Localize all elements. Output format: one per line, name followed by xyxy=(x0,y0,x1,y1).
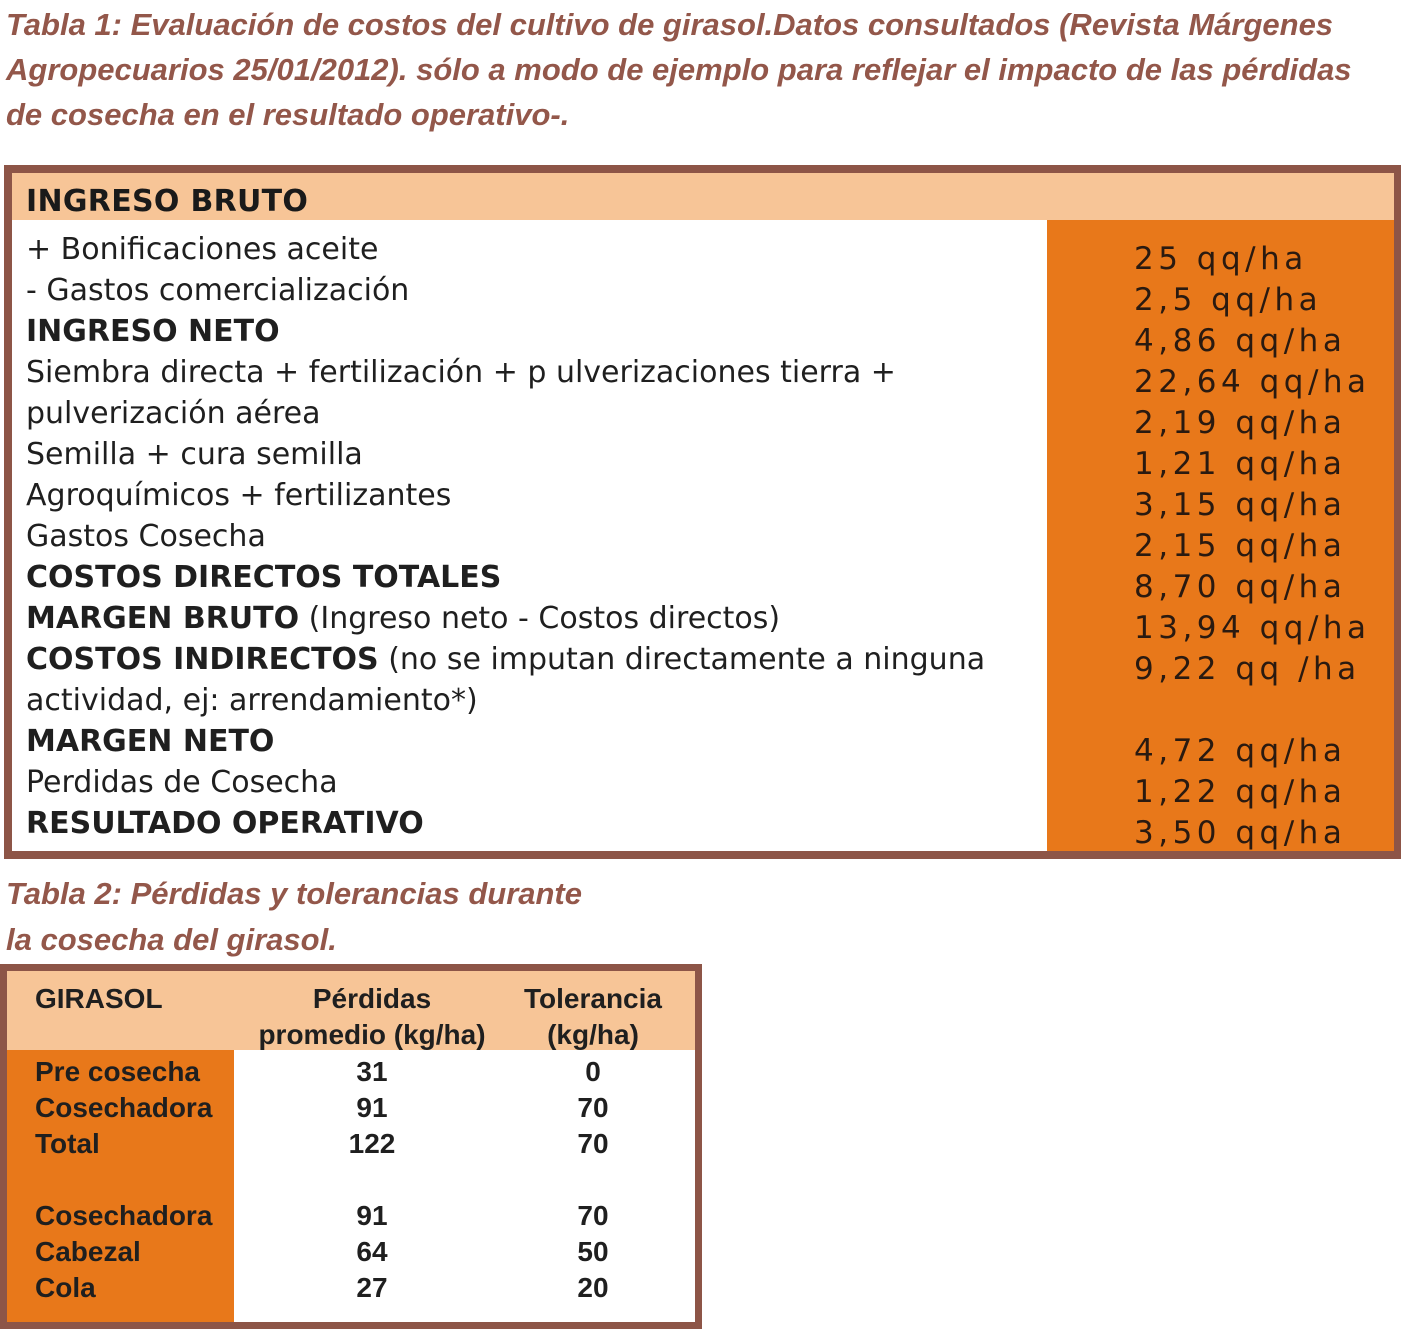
row-costos-indirectos-line2: actividad, ej: arrendamiento*) xyxy=(26,683,478,718)
row-costos-indirectos: COSTOS INDIRECTOS (no se imputan directamente a ninguna xyxy=(26,642,986,677)
row-perdidas: 91 xyxy=(356,1200,388,1231)
row-agroquimicos: Agroquímicos + fertilizantes xyxy=(26,478,452,513)
header-perdidas: Pérdidas promedio (kg/ha) xyxy=(258,983,486,1050)
row-name: Pre cosecha xyxy=(35,1056,200,1087)
table-row xyxy=(7,1090,695,1126)
row-semilla: Semilla + cura semilla xyxy=(26,437,363,472)
row-tolerancia: 20 xyxy=(577,1272,609,1303)
row-margen-neto: MARGEN NETO xyxy=(26,724,275,759)
value-cell: 9,22 qq /ha xyxy=(1134,651,1361,687)
value-cell: 1,22 qq/ha xyxy=(1134,774,1347,810)
row-perdidas: 31 xyxy=(356,1056,388,1087)
table1-labels xyxy=(26,229,1026,844)
table-row xyxy=(7,1234,695,1270)
header-tolerancia: Tolerancia (kg/ha) xyxy=(524,983,662,1050)
cost-evaluation-table xyxy=(4,165,1401,859)
row-resultado: RESULTADO OPERATIVO xyxy=(26,806,424,841)
table-row xyxy=(7,1126,695,1162)
value-cell: 8,70 qq/ha xyxy=(1134,569,1347,605)
row-gastos-cosecha: Gastos Cosecha xyxy=(26,519,266,554)
row-siembra-line1: Siembra directa + fertilización + p ulverizaciones tierra + xyxy=(26,355,896,390)
table1-header xyxy=(12,173,1394,220)
row-tolerancia: 70 xyxy=(577,1128,609,1159)
row-margen-bruto: MARGEN BRUTO (Ingreso neto - Costos directos) xyxy=(26,601,781,636)
row-name: Cola xyxy=(35,1272,96,1303)
value-cell: 4,86 qq/ha xyxy=(1134,323,1347,359)
row-name: Cosechadora xyxy=(35,1200,213,1231)
row-perdidas: 91 xyxy=(356,1092,388,1123)
table-row xyxy=(7,1198,695,1234)
table2-caption: Tabla 2: Pérdidas y tolerancias durante la cosecha del girasol. xyxy=(6,876,582,957)
header-girasol: GIRASOL xyxy=(35,983,163,1014)
ingreso-bruto-label: INGRESO BRUTO xyxy=(26,184,309,219)
table1-caption: Tabla 1: Evaluación de costos del cultivo de girasol.Datos consultados (Revista Márgenes Agropecuarios 25/01/2012). sólo a modo de ejemplo para reflejar el impacto de las pérdidas de cosecha en el resultado operativo-. xyxy=(6,7,1352,132)
value-cell: 4,72 qq/ha xyxy=(1134,733,1347,769)
value-cell: 1,21 qq/ha xyxy=(1134,446,1347,482)
table-row xyxy=(7,1270,695,1306)
value-cell: 3,50 qq/ha xyxy=(1134,815,1347,851)
value-cell: 2,19 qq/ha xyxy=(1134,405,1347,441)
row-perdidas: 27 xyxy=(356,1272,388,1303)
value-cell: 13,94 qq/ha xyxy=(1134,610,1371,646)
row-gastos-comercializacion: - Gastos comercialización xyxy=(26,273,410,308)
row-name: Cabezal xyxy=(35,1236,141,1267)
table-row xyxy=(7,1054,695,1090)
row-tolerancia: 50 xyxy=(577,1236,609,1267)
value-cell: 25 qq/ha xyxy=(1134,241,1308,277)
table1-values xyxy=(1134,239,1371,854)
losses-tolerance-table xyxy=(0,964,702,1329)
row-name: Cosechadora xyxy=(35,1092,213,1123)
row-name: Total xyxy=(35,1128,100,1159)
row-perdidas: 122 xyxy=(348,1128,396,1159)
row-perdidas: Perdidas de Cosecha xyxy=(26,765,338,800)
row-perdidas: 64 xyxy=(356,1236,388,1267)
row-siembra-line2: pulverización aérea xyxy=(26,396,321,431)
row-bonificaciones: + Bonificaciones aceite xyxy=(26,232,379,267)
row-ingreso-neto: INGRESO NETO xyxy=(26,314,280,349)
row-tolerancia: 0 xyxy=(585,1056,601,1087)
value-cell: 22,64 qq/ha xyxy=(1134,364,1371,400)
value-cell: 2,15 qq/ha xyxy=(1134,528,1347,564)
value-gap xyxy=(1134,690,1371,731)
value-cell: 3,15 qq/ha xyxy=(1134,487,1347,523)
row-tolerancia: 70 xyxy=(577,1200,609,1231)
row-costos-directos: COSTOS DIRECTOS TOTALES xyxy=(26,560,502,595)
value-cell: 2,5 qq/ha xyxy=(1134,282,1323,318)
row-tolerancia: 70 xyxy=(577,1092,609,1123)
